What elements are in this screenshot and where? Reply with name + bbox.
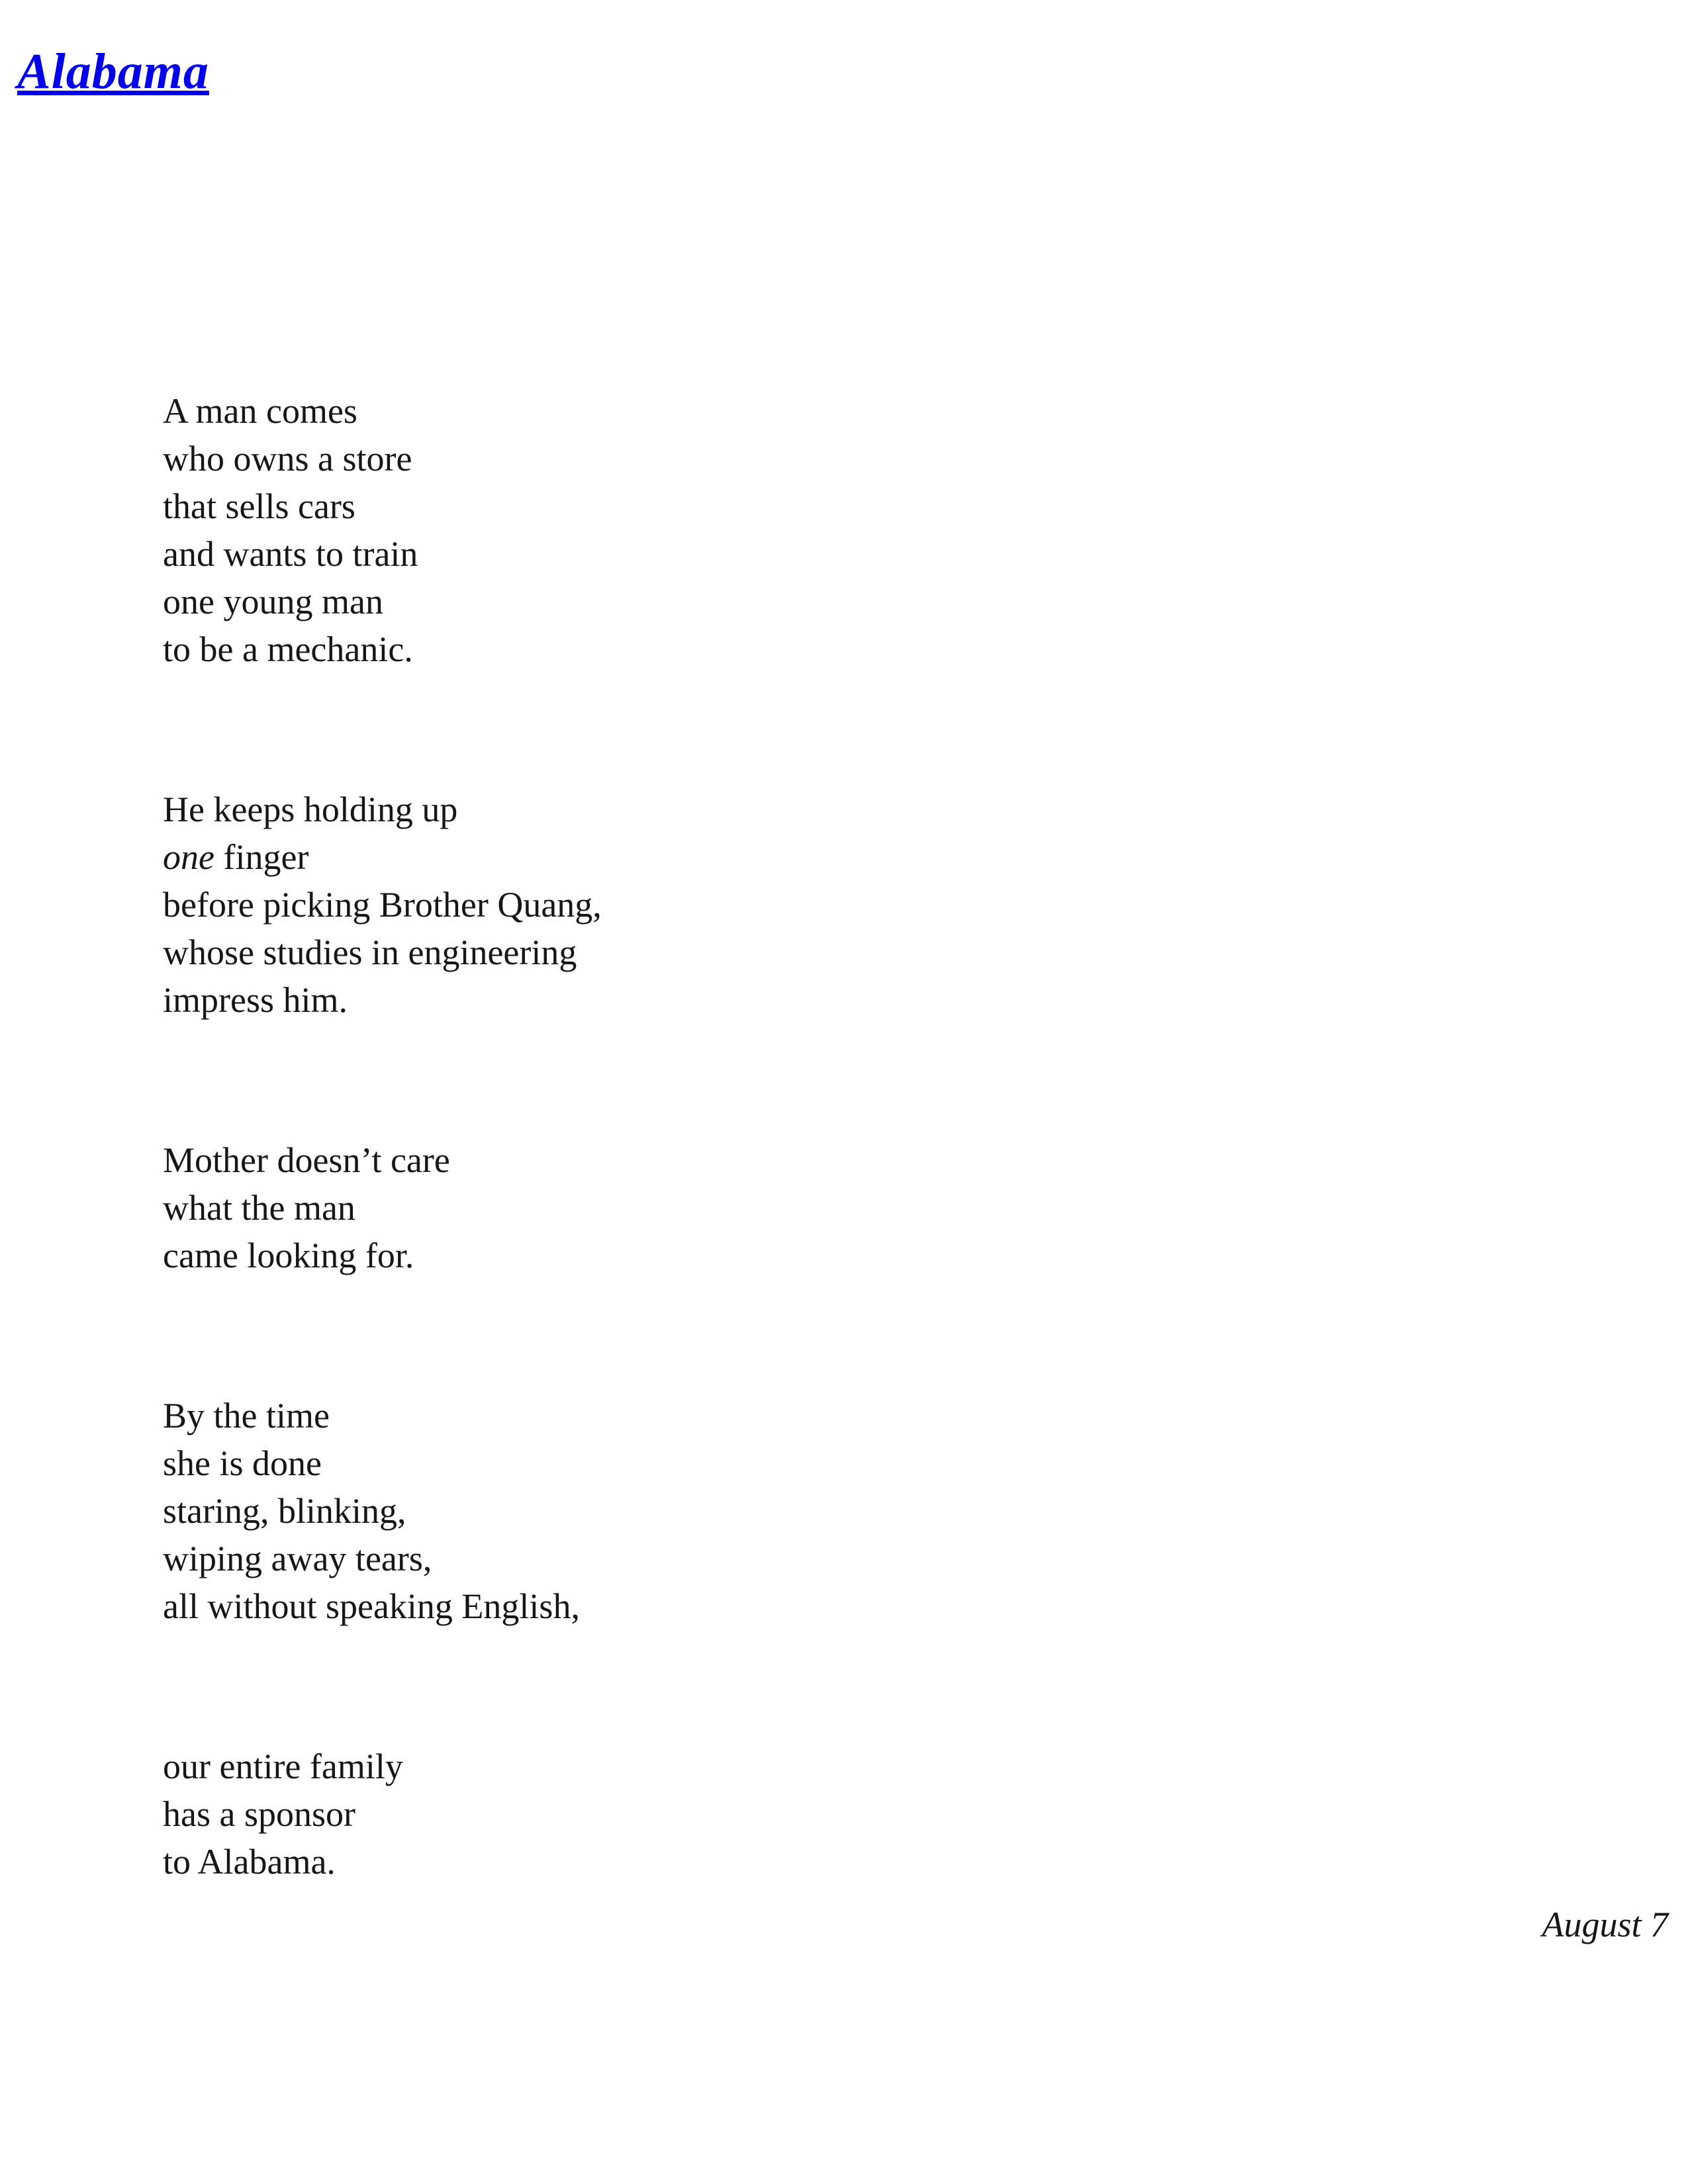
poem-line: all without speaking English, [163, 1586, 580, 1626]
poem-line: what the man [163, 1188, 355, 1228]
poem-line: one young man [163, 582, 383, 621]
stanza [163, 786, 602, 1024]
poem-line: By the time [163, 1396, 330, 1435]
poem-line: came looking for. [163, 1236, 414, 1275]
poem-line: wiping away tears, [163, 1539, 432, 1578]
poem-line: He keeps holding up [163, 790, 458, 829]
poem-line: that sells cars [163, 486, 355, 526]
poem-line: A man comes [163, 391, 357, 431]
stanza [163, 1392, 602, 1630]
poem-line: before picking Brother Quang, [163, 885, 602, 925]
poem-line: staring, blinking, [163, 1491, 406, 1531]
poem-line: impress him. [163, 980, 348, 1020]
page-title[interactable]: Alabama [17, 43, 209, 99]
stanza [163, 1743, 602, 1886]
stanza [163, 1136, 602, 1279]
poem-line: who owns a store [163, 439, 412, 478]
poem-line-rest: finger [214, 837, 309, 877]
date-caption: August 7 [1542, 1905, 1668, 1944]
poem-line: our entire family [163, 1747, 403, 1786]
poem-line: has a sponsor [163, 1794, 355, 1834]
poem-line: whose studies in engineering [163, 933, 577, 972]
poem-line: she is done [163, 1443, 322, 1483]
poem-line: and wants to train [163, 534, 418, 574]
poem-line [163, 833, 602, 881]
stanza [163, 387, 602, 673]
poem [163, 387, 602, 1886]
poem-line: Mother doesn’t care [163, 1140, 450, 1180]
poem-line: to be a mechanic. [163, 629, 413, 669]
italic-word: one [163, 837, 214, 877]
poem-line: to Alabama. [163, 1842, 336, 1882]
